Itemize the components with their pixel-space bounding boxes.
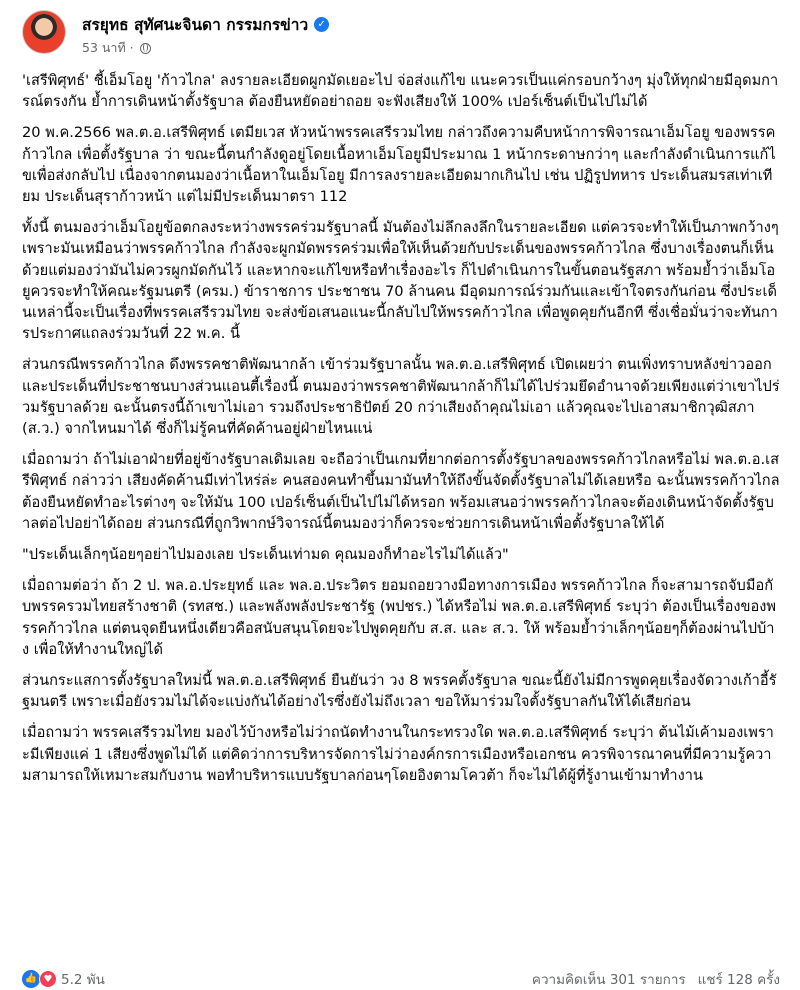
avatar[interactable] bbox=[22, 10, 66, 54]
post-paragraph: เมื่อถามต่อว่า ถ้า 2 ป. พล.อ.ประยุทธ์ และ พล.อ.ประวิตร ยอมถอยวางมือทางการเมือง พรรคก้าวไกล ก็จะสามารถจับมือกับพรรครวมไทยสร้างชาติ (รทสช.) และพลังพลังประชารัฐ (พปชร.) ได้หรือไม่ พล.ต.อ.เสรีพิศุทธ์ ระบุว่า ต้องเป็นเรื่องของพรรคก้าวไกล แต่ตนจุดยืนหนึ่งเดียวคือสนับสนุนโดยจะไปพูดคุยกับ ส.ส. และ ส.ว. ให้ พร้อมย้ำว่าเล็กๆน้อยๆก็ต้องผ่านไปบ้าง เพื่อให้ทำงานใหญ่ได้ bbox=[22, 577, 777, 658]
post-header bbox=[22, 10, 782, 62]
like-reaction-icon: 👍 bbox=[22, 970, 40, 988]
engagement-counts bbox=[532, 968, 780, 990]
post-paragraph: ส่วนกรณีพรรคก้าวไกล ดึงพรรคชาติพัฒนากล้า เข้าร่วมรัฐบาลนั้น พล.ต.อ.เสรีพิศุทธ์ เปิดเผยว่า ตนเพิ่งทราบหลังข่าวออก และประเด็นที่ประชาชนบางส่วนแอนตี้เรื่องนี้ ตนมองว่าพรรคชาติพัฒนากล้าก็ไม่ได้ไปร่วมยึดอำนาจด้วยเพียงแต่ว่าเขาไปร่วมรัฐบาลด้วย ฉะนั้นตรงนี้ถ้าเขาไม่เอา รวมถึงประชาธิปัตย์ 20 กว่าเสียงถ้าคุณไม่เอา แล้วคุณจะไปเอาสมาชิกวุฒิสภา (ส.ว.) จากไหนมาได้ ซึ่งก็ไม่รู้คนที่คัดค้านอยู่ฝ่ายไหนแน่ bbox=[22, 356, 780, 438]
post-paragraph: เมื่อถามว่า ถ้าไม่เอาฝ่ายที่อยู่ข้างรัฐบาลเดิมเลย จะถือว่าเป็นเกมที่ยากต่อการตั้งรัฐบาลของพรรคก้าวไกลหรือไม่ พล.ต.อ.เสรีพิศุทธ์ กล่าวว่า เสียงคัดค้านมีเท่าไหร่ล่ะ คนสองคนทำขึ้นมามันทำให้ถึงขั้นจัดตั้งรัฐบาลไม่ได้เลยหรือ ฉะนั้นพรรคก้าวไกลต้องยืนหยัดทำอะไรต่างๆ จะให้มัน 100 เปอร์เซ็นต์เป็นไปไม่ได้หรอก พร้อมเสนอว่าพรรคก้าวไกลจะต้องเดินหน้าจัดตั้งรัฐบาลต่อไปอย่าได้ถอย ส่วนกรณีที่ถูกวิพากษ์วิจารณ์นี้ตนมองว่าก็ควรจะช่วยการเดินหน้าเพื่อตั้งรัฐบาลให้ได้ bbox=[22, 451, 780, 532]
post-paragraph: ทั้งนี้ ตนมองว่าเอ็มโอยูข้อตกลงระหว่างพรรคร่วมรัฐบาลนี้ มันต้องไม่ลึกลงลึกในรายละเอียด แต่ควรจะทำให้เป็นภาพกว้างๆ เพราะมันเหมือนว่าพรรคก้าวไกล กำลังจะผูกมัดพรรคร่วมเพื่อให้เห็นด้วยกับประเด็นของพรรคก้าวไกล ซึ่งบางเรื่องตนก็เห็นด้วยแต่มองว่ามันไม่ควรผูกมัดกันไว้ และหากจะแก้ไขหรือทำเรื่องอะไร ก็ไปดำเนินการในขั้นตอนรัฐสภา พร้อมย้ำว่าเอ็มโอยูควรจะทำให้คณะรัฐมนตรี (ครม.) ข้าราชการ ประชาชน 70 ล้านคน มีอุดมการณ์ร่วมกันและเข้าใจตรงกันก่อน ซึ่งประเด็นเหล่านี้จะเป็นเรื่องที่พรรคเสรีรวมไทย จะส่งข้อเสนอแนะนี้กลับไปให้พรรคก้าวไกล เพื่อพูดคุยกันอีกที ซึ่งเชื่อมั่นว่าจะทันการประกาศแถลงร่วมวันที่ 22 พ.ค. นี้ bbox=[22, 219, 779, 343]
post-paragraph: 20 พ.ค.2566 พล.ต.อ.เสรีพิศุทธ์ เตมียเวส หัวหน้าพรรคเสรีรวมไทย กล่าวถึงความคืบหน้าการพิจารณาเอ็มโอยู ของพรรคก้าวไกล เพื่อตั้งรัฐบาล ว่า ขณะนี้ตนกำลังดูอยู่โดยเนื้อหาเอ็มโอยูมีประมาณ 1 หน้ากระดาษกว่าๆ และกำลังดำเนินการแก้ไขเพื่อส่งกลับไป เนื่องจากตนมองว่าเนื้อหาในเอ็มโอยู มีการลงรายละเอียดมากเกินไป เช่น ปฏิรูปทหาร ประเด็นสมรสเท่าเทียม ประเด็นสุราก้าวหน้า แต่ไม่มีประเด็นมาตรา 112 bbox=[22, 124, 776, 206]
post-time[interactable]: 53 นาที · bbox=[82, 40, 134, 55]
reactions-count[interactable]: 5.2 พัน bbox=[61, 972, 105, 988]
post-paragraph: ส่วนกระแสการตั้งรัฐบาลใหม่นี้ พล.ต.อ.เสรีพิศุทธ์ ยืนยันว่า วง 8 พรรคตั้งรัฐบาล ขณะนี้ยังไม่มีการพูดคุยเรื่องจัดวางเก้าอี้รัฐมนตรี เพราะเมื่อยังรวมไม่ได้จะแบ่งกันได้อย่างไรซึ่งยังไม่ถึงเวลา ขอให้มาร่วมใจตั้งรัฐบาลกันให้ได้เสียก่อน bbox=[22, 672, 777, 711]
post-paragraph: เมื่อถามว่า พรรคเสรีรวมไทย มองไว้บ้างหรือไม่ว่าถนัดทำงานในกระทรวงใด พล.ต.อ.เสรีพิศุทธ์ ระบุว่า ต้นไม้เค้ามองเพราะมีเพียงแค่ 1 เสียงซึ่งพูดไม่ได้ แต่คิดว่าการบริหารจัดการไม่ว่าองค์กรการเมืองหรือเอกชน ควรพิจารณาคนที่มีความรู้ความสามารถให้เหมาะสมกับงาน พอทำบริหารแบบรัฐบาลก่อนๆโดยอิงตามโควต้า ก็จะไม่ได้ผู้ที่รู้งานเข้ามาทำงาน bbox=[22, 724, 774, 784]
author-name[interactable]: สรยุทธ สุทัศนะจินดา กรรมกรข่าว bbox=[82, 16, 309, 34]
globe-icon bbox=[140, 43, 151, 54]
reactions-summary[interactable] bbox=[22, 968, 105, 990]
comments-count[interactable]: ความคิดเห็น 301 รายการ bbox=[531, 972, 686, 988]
verified-badge-icon: ✓ bbox=[314, 17, 329, 32]
post-paragraph: "ประเด็นเล็กๆน้อยๆอย่าไปมองเลย ประเด็นเท่ามด คุณมองก็ทำอะไรไม่ได้แล้ว" bbox=[22, 546, 509, 564]
post-paragraph: 'เสรีพิศุทธ์' ชี้เอ็มโอยู 'ก้าวไกล' ลงรายละเอียดผูกมัดเยอะไป จ่อส่งแก้ไข แนะควรเป็นแค่กรอบกว้างๆ มุ่งให้ทุกฝ่ายมีอุดมการณ์ตรงกัน ย้ำการเดินหน้าตั้งรัฐบาล ต้องยืนหยัดอย่าถอย จะฟังเสียงให้ 100% เปอร์เซ็นต์เป็นไปไม่ได้ bbox=[22, 72, 779, 111]
love-reaction-icon: ♥ bbox=[39, 970, 57, 988]
shares-count[interactable]: แชร์ 128 ครั้ง bbox=[697, 972, 780, 988]
post-body bbox=[22, 70, 780, 796]
author-row bbox=[82, 12, 329, 37]
post-footer bbox=[22, 968, 780, 990]
post-meta bbox=[82, 38, 151, 58]
